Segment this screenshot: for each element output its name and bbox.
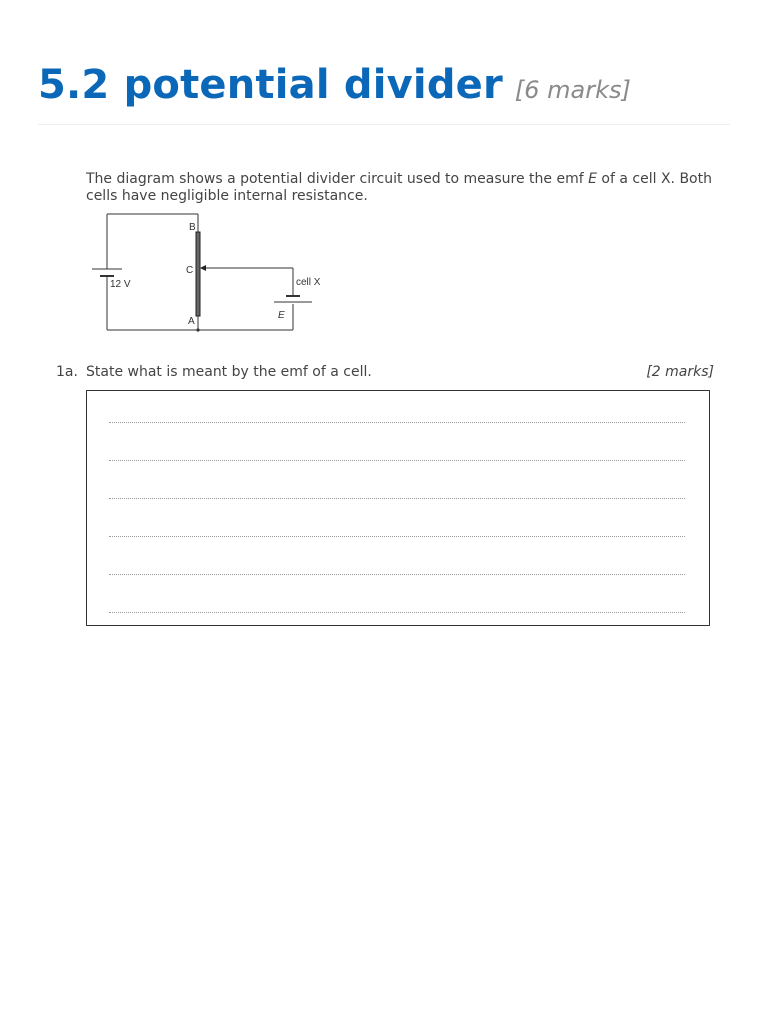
question-intro — [86, 171, 716, 205]
intro-text-after: of a cell X. Both cells have negligible internal resistance. — [86, 171, 712, 204]
page-title: 5.2 potential divider — [38, 62, 503, 108]
page-header — [38, 62, 631, 108]
emf-symbol: E — [588, 171, 597, 187]
label-c: C — [186, 265, 194, 276]
question-text: State what is meant by the emf of a cell. — [86, 364, 372, 380]
answer-line — [109, 574, 685, 575]
potential-divider-circuit-diagram — [86, 212, 336, 337]
junction-dot — [196, 328, 199, 331]
total-marks: [6 marks] — [514, 76, 631, 104]
answer-box[interactable] — [86, 390, 710, 626]
question-marks: [2 marks] — [646, 364, 714, 380]
answer-line — [109, 536, 685, 537]
label-cell-x: cell X — [296, 277, 321, 288]
label-a: A — [188, 316, 195, 327]
label-b: B — [189, 222, 196, 233]
answer-line — [109, 498, 685, 499]
answer-line — [109, 612, 685, 613]
answer-line — [109, 422, 685, 423]
intro-text-before: The diagram shows a potential divider circuit used to measure the emf — [86, 171, 589, 187]
label-supply-voltage: 12 V — [110, 279, 131, 290]
slider-contact-arrow — [200, 265, 206, 271]
header-divider — [38, 124, 730, 125]
question-number: 1a. — [56, 364, 78, 380]
potentiometer-track — [196, 232, 200, 316]
answer-line — [109, 460, 685, 461]
label-emf: E — [278, 310, 285, 321]
